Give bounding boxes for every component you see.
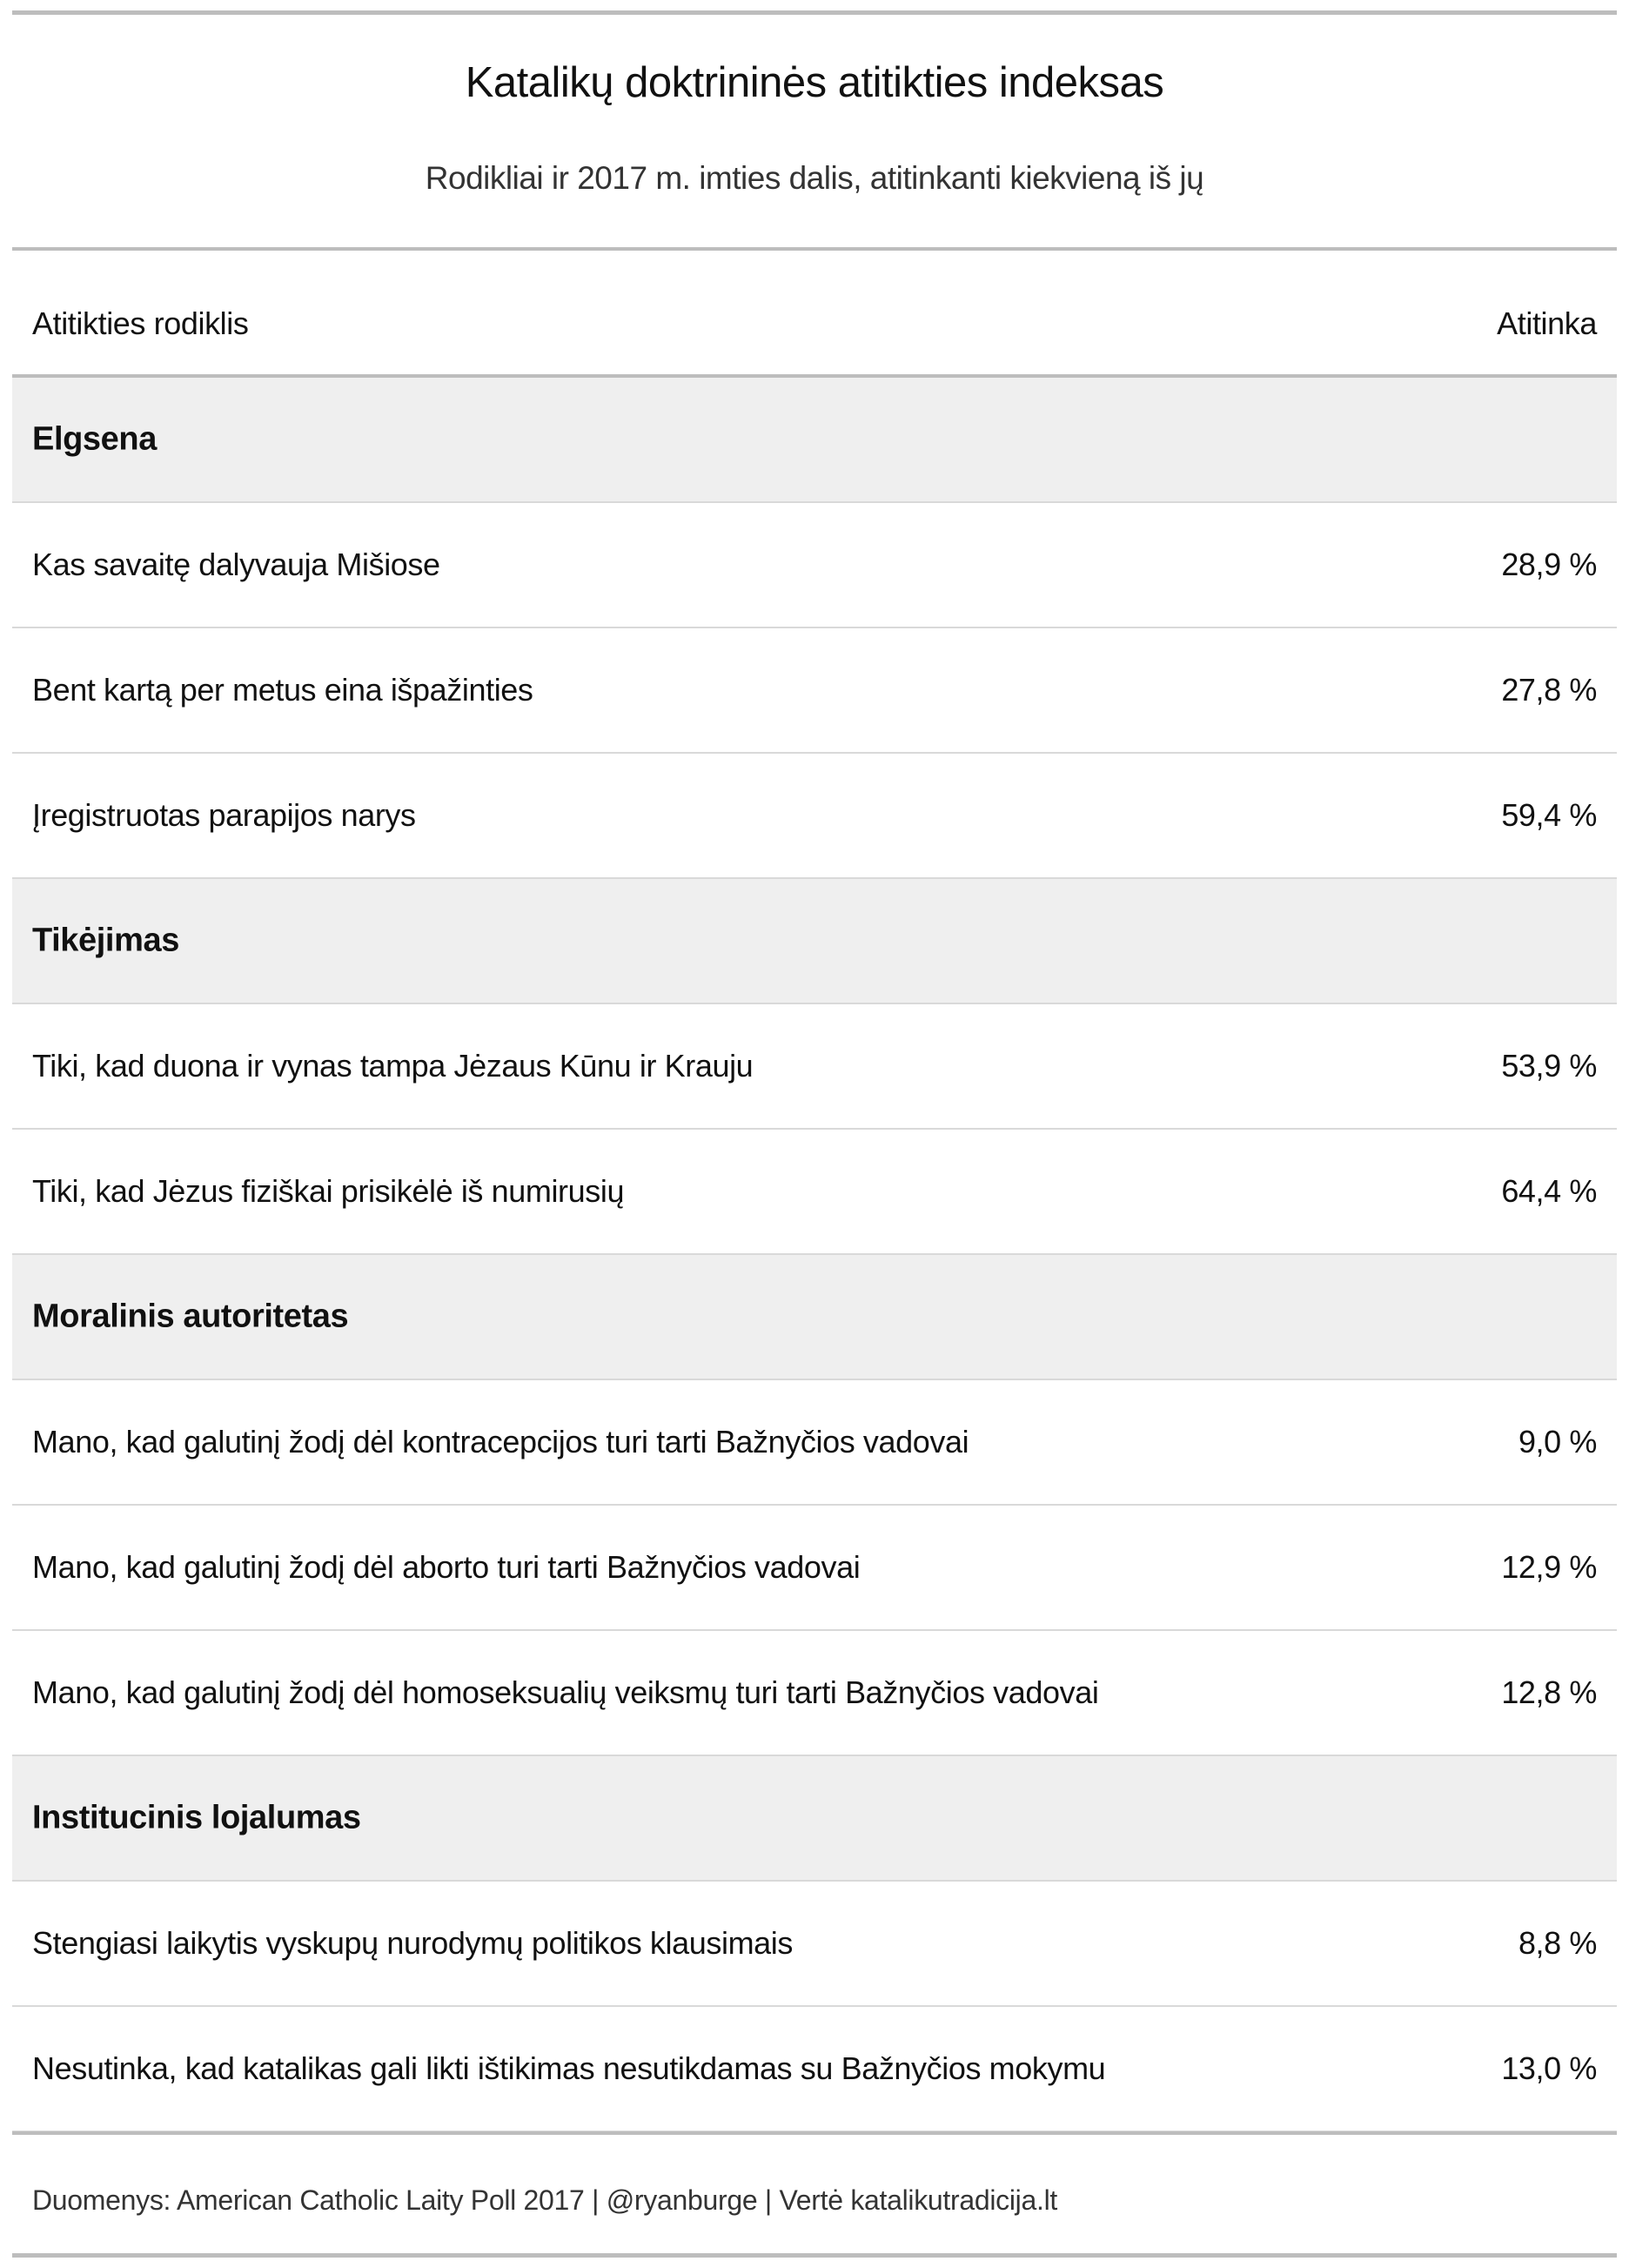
share-value: 27,8 % [1501, 672, 1597, 708]
table-subtitle: Rodikliai ir 2017 m. imties dalis, atitinkanti kiekvieną iš jų [425, 160, 1204, 196]
table-row [12, 503, 1617, 628]
table-row [12, 1380, 1617, 1506]
table-row [12, 1882, 1617, 2007]
compliance-table [12, 10, 1617, 2258]
indicator-label: Tiki, kad duona ir vynas tampa Jėzaus Kūnu ir Krauju [32, 1048, 754, 1084]
share-value: 13,0 % [1501, 2050, 1597, 2086]
indicator-label: Įregistruotas parapijos narys [32, 797, 416, 833]
share-value: 12,8 % [1501, 1674, 1597, 1710]
group-row [12, 1756, 1617, 1882]
indicator-label: Nesutinka, kad katalikas gali likti ištikimas nesutikdamas su Bažnyčios mokymu [32, 2050, 1106, 2086]
group-row [12, 1255, 1617, 1380]
bottom-rule [12, 2253, 1617, 2258]
table-row [12, 754, 1617, 879]
group-label: Moralinis autoritetas [32, 1298, 349, 1335]
header-top-rule [12, 247, 1617, 251]
group-row [12, 378, 1617, 503]
share-value: 12,9 % [1501, 1549, 1597, 1585]
source-note: Duomenys: American Catholic Laity Poll 2017 | @ryanburge | Vertė katalikutradicija.lt [32, 2184, 1057, 2216]
group-label: Tikėjimas [32, 922, 179, 959]
indicator-label: Kas savaitę dalyvauja Mišiose [32, 547, 440, 582]
indicator-label: Bent kartą per metus eina išpažinties [32, 672, 533, 708]
indicator-label: Mano, kad galutinį žodį dėl aborto turi tarti Bažnyčios vadovai [32, 1549, 861, 1585]
indicator-label: Tiki, kad Jėzus fiziškai prisikėlė iš numirusių [32, 1173, 625, 1209]
table-row [12, 1130, 1617, 1255]
top-rule [12, 10, 1617, 15]
share-value: 8,8 % [1518, 1925, 1597, 1961]
share-value: 64,4 % [1501, 1173, 1597, 1209]
group-label: Elgsena [32, 420, 157, 458]
group-label: Institucinis lojalumas [32, 1799, 361, 1836]
column-header-share: Atitinka [1497, 305, 1597, 341]
table-row [12, 1004, 1617, 1130]
table-row [12, 1506, 1617, 1631]
share-value: 28,9 % [1501, 547, 1597, 582]
group-row [12, 879, 1617, 1004]
table-row [12, 1631, 1617, 1756]
footer-rule [12, 2131, 1617, 2135]
indicator-label: Stengiasi laikytis vyskupų nurodymų politikos klausimais [32, 1925, 793, 1961]
share-value: 53,9 % [1501, 1048, 1597, 1084]
indicator-label: Mano, kad galutinį žodį dėl homoseksualių veiksmų turi tarti Bažnyčios vadovai [32, 1674, 1099, 1710]
share-value: 59,4 % [1501, 797, 1597, 833]
table-row [12, 2007, 1617, 2132]
indicator-label: Mano, kad galutinį žodį dėl kontracepcijos turi tarti Bažnyčios vadovai [32, 1424, 969, 1459]
column-header-row [12, 261, 1617, 386]
column-header-indicator: Atitikties rodiklis [32, 305, 249, 341]
table-title: Katalikų doktrininės atitikties indeksas [465, 59, 1164, 106]
table-row [12, 628, 1617, 754]
share-value: 9,0 % [1518, 1424, 1597, 1459]
